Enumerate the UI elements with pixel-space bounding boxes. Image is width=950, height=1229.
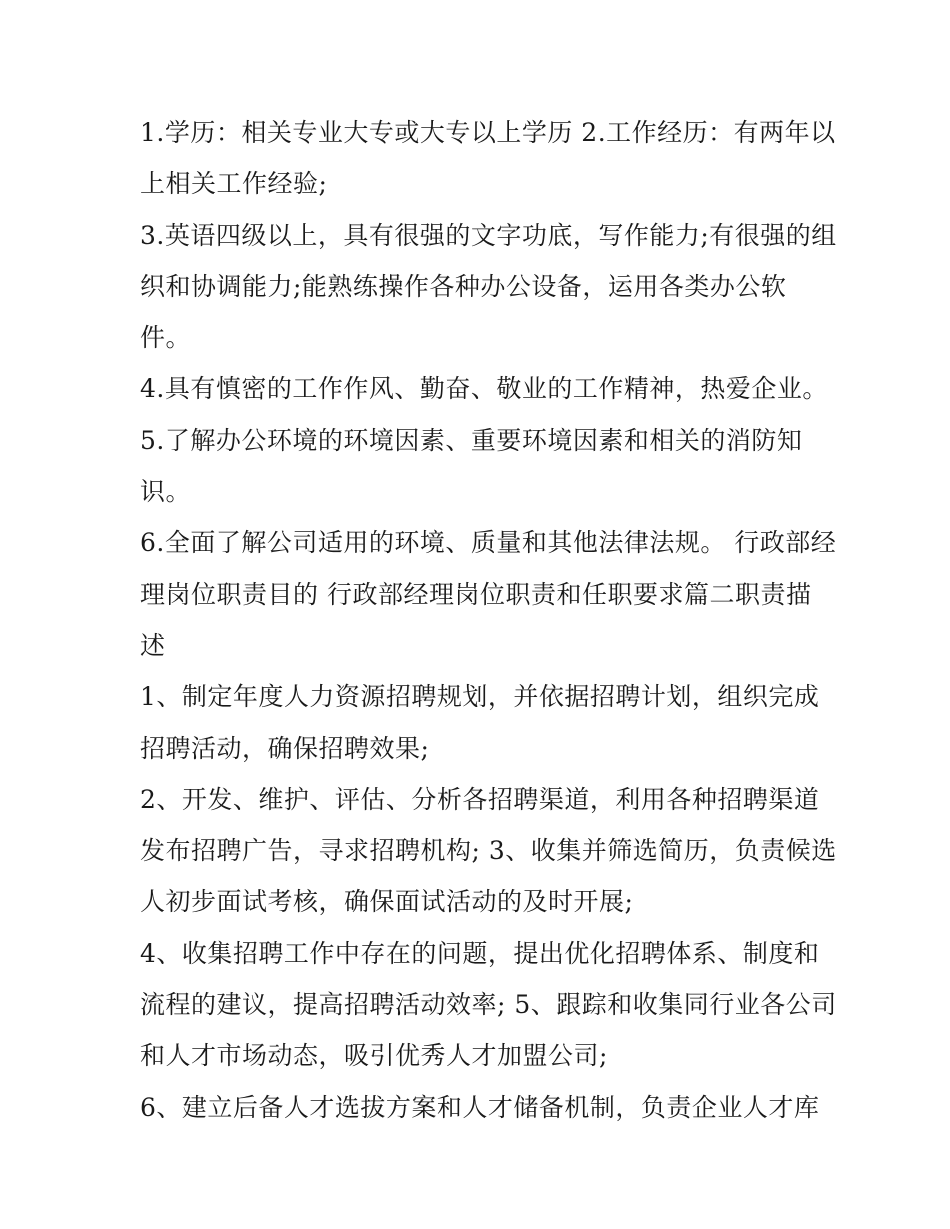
document-body [140,107,837,1133]
text-line: 件。 [140,323,192,353]
text-line: 4.具有慎密的工作作风、勤奋、敬业的工作精神，热爱企业。 [140,374,828,404]
text-line: 述 [140,630,166,660]
text-line: 织和协调能力;能熟练操作各种办公设备，运用各类办公软 [140,271,787,301]
text-line: 识。 [140,477,192,507]
text-line: 5.了解办公环境的环境因素、重要环境因素和相关的消防知 [140,425,803,455]
text-line: 上相关工作经验; [140,169,328,199]
text-line: 1.学历：相关专业大专或大专以上学历 2.工作经历：有两年以 [140,118,836,147]
text-line: 6、建立后备人才选拔方案和人才储备机制，负责企业人才库 [140,1092,820,1122]
text-line: 1、制定年度人力资源招聘规划，并依据招聘计划，组织完成 [140,682,820,712]
text-line: 4、收集招聘工作中存在的问题，提出优化招聘体系、制度和 [140,938,820,968]
text-line: 招聘活动，确保招聘效果; [140,733,430,763]
text-line: 人初步面试考核，确保面试活动的及时开展; [140,887,634,917]
text-line: 6.全面了解公司适用的环境、质量和其他法律法规。 行政部经 [140,528,837,558]
text-line: 2、开发、维护、评估、分析各招聘渠道，利用各种招聘渠道 [140,784,820,814]
text-line: 发布招聘广告，寻求招聘机构; 3、收集并筛选简历，负责候选 [140,836,837,866]
text-line: 和人才市场动态，吸引优秀人才加盟公司; [140,1041,608,1071]
text-line: 理岗位职责目的 行政部经理岗位职责和任职要求篇二职责描 [140,579,812,609]
text-line: 流程的建议，提高招聘活动效率; 5、跟踪和收集同行业各公司 [140,990,837,1020]
text-line: 3.英语四级以上，具有很强的文字功底，写作能力;有很强的组 [140,220,837,250]
